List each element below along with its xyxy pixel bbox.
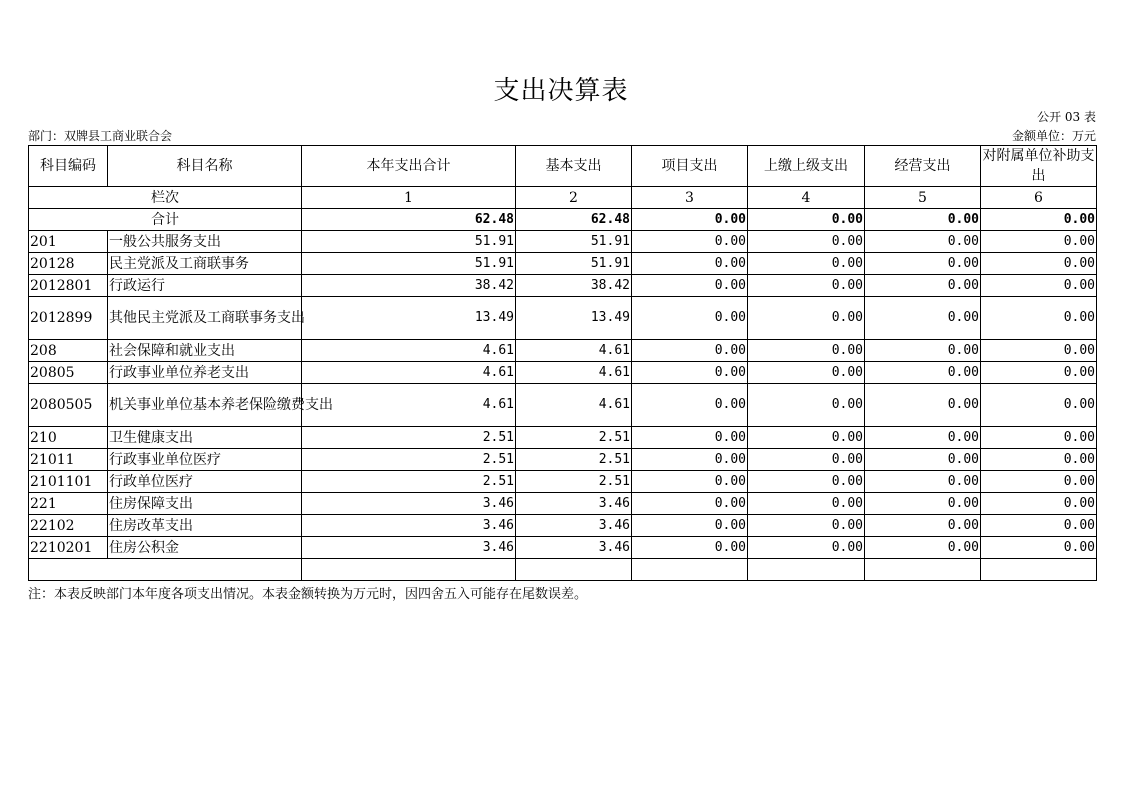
amount-cell: 0.00 <box>865 253 981 275</box>
amount-cell: 0.00 <box>981 449 1097 471</box>
subject-code: 21011 <box>29 449 108 471</box>
total-value: 0.00 <box>748 209 865 231</box>
column-number: 1 <box>302 187 516 209</box>
amount-cell: 4.61 <box>516 384 632 427</box>
table-row <box>29 384 1097 427</box>
empty-cell <box>302 559 516 581</box>
table-row <box>29 427 1097 449</box>
table-row <box>29 537 1097 559</box>
subject-name: 卫生健康支出 <box>108 427 302 449</box>
empty-cell <box>632 559 748 581</box>
amount-cell: 0.00 <box>632 362 748 384</box>
amount-cell: 0.00 <box>632 231 748 253</box>
amount-cell: 38.42 <box>516 275 632 297</box>
amount-cell: 0.00 <box>632 471 748 493</box>
subject-name: 其他民主党派及工商联事务支出 <box>108 297 302 340</box>
empty-cell <box>516 559 632 581</box>
amount-cell: 0.00 <box>865 384 981 427</box>
amount-cell: 2.51 <box>516 449 632 471</box>
amount-cell: 51.91 <box>516 231 632 253</box>
subject-name: 住房保障支出 <box>108 493 302 515</box>
table-row <box>29 297 1097 340</box>
total-row <box>29 209 1097 231</box>
table-row <box>29 471 1097 493</box>
amount-cell: 0.00 <box>981 471 1097 493</box>
amount-cell: 2.51 <box>302 449 516 471</box>
amount-cell: 0.00 <box>632 449 748 471</box>
amount-cell: 13.49 <box>302 297 516 340</box>
amount-cell: 0.00 <box>981 297 1097 340</box>
subject-code: 2012899 <box>29 297 108 340</box>
subject-name: 机关事业单位基本养老保险缴费支出 <box>108 384 302 427</box>
amount-cell: 38.42 <box>302 275 516 297</box>
column-number: 6 <box>981 187 1097 209</box>
subject-code: 2012801 <box>29 275 108 297</box>
empty-cell <box>748 559 865 581</box>
amount-cell: 0.00 <box>632 253 748 275</box>
amount-cell: 0.00 <box>748 493 865 515</box>
table-row <box>29 362 1097 384</box>
amount-cell: 51.91 <box>302 231 516 253</box>
amount-cell: 4.61 <box>516 362 632 384</box>
amount-cell: 0.00 <box>748 449 865 471</box>
amount-cell: 0.00 <box>981 275 1097 297</box>
amount-cell: 0.00 <box>748 427 865 449</box>
subject-code: 2101101 <box>29 471 108 493</box>
amount-cell: 2.51 <box>516 471 632 493</box>
header-business: 经营支出 <box>865 146 981 187</box>
amount-cell: 51.91 <box>516 253 632 275</box>
amount-cell: 13.49 <box>516 297 632 340</box>
amount-cell: 0.00 <box>632 340 748 362</box>
amount-cell: 2.51 <box>516 427 632 449</box>
header-row <box>29 146 1097 187</box>
subject-code: 22102 <box>29 515 108 537</box>
subject-name: 住房改革支出 <box>108 515 302 537</box>
total-value: 62.48 <box>302 209 516 231</box>
amount-cell: 4.61 <box>302 384 516 427</box>
amount-cell: 0.00 <box>632 275 748 297</box>
amount-cell: 0.00 <box>865 537 981 559</box>
column-number: 3 <box>632 187 748 209</box>
amount-cell: 4.61 <box>302 340 516 362</box>
amount-cell: 0.00 <box>865 449 981 471</box>
amount-cell: 3.46 <box>516 515 632 537</box>
subject-code: 210 <box>29 427 108 449</box>
subject-name: 社会保障和就业支出 <box>108 340 302 362</box>
subject-name: 民主党派及工商联事务 <box>108 253 302 275</box>
amount-cell: 3.46 <box>302 537 516 559</box>
total-value: 0.00 <box>865 209 981 231</box>
amount-cell: 0.00 <box>981 231 1097 253</box>
amount-cell: 0.00 <box>865 362 981 384</box>
column-number-row <box>29 187 1097 209</box>
header-basic: 基本支出 <box>516 146 632 187</box>
amount-cell: 0.00 <box>632 493 748 515</box>
subject-name: 行政运行 <box>108 275 302 297</box>
amount-cell: 0.00 <box>865 231 981 253</box>
subject-name: 行政单位医疗 <box>108 471 302 493</box>
amount-cell: 3.46 <box>516 537 632 559</box>
subject-code: 221 <box>29 493 108 515</box>
amount-cell: 0.00 <box>981 384 1097 427</box>
amount-cell: 0.00 <box>981 253 1097 275</box>
empty-cell <box>29 559 302 581</box>
amount-cell: 0.00 <box>748 231 865 253</box>
amount-cell: 0.00 <box>748 515 865 537</box>
header-code: 科目编码 <box>29 146 108 187</box>
total-value: 62.48 <box>516 209 632 231</box>
amount-cell: 3.46 <box>302 515 516 537</box>
total-value: 0.00 <box>981 209 1097 231</box>
page-title: 支出决算表 <box>493 76 629 106</box>
amount-cell: 51.91 <box>302 253 516 275</box>
amount-cell: 0.00 <box>632 515 748 537</box>
table-row <box>29 253 1097 275</box>
subject-code: 208 <box>29 340 108 362</box>
amount-cell: 0.00 <box>865 427 981 449</box>
amount-cell: 2.51 <box>302 427 516 449</box>
subject-code: 2080505 <box>29 384 108 427</box>
amount-cell: 0.00 <box>632 537 748 559</box>
amount-cell: 0.00 <box>632 427 748 449</box>
amount-cell: 0.00 <box>632 384 748 427</box>
subject-name: 行政事业单位养老支出 <box>108 362 302 384</box>
empty-cell <box>865 559 981 581</box>
table-row <box>29 449 1097 471</box>
table-row <box>29 340 1097 362</box>
subject-code: 20128 <box>29 253 108 275</box>
subject-code: 20805 <box>29 362 108 384</box>
amount-cell: 0.00 <box>865 340 981 362</box>
amount-cell: 0.00 <box>981 515 1097 537</box>
subject-name: 行政事业单位医疗 <box>108 449 302 471</box>
amount-cell: 0.00 <box>865 493 981 515</box>
amount-cell: 0.00 <box>748 253 865 275</box>
amount-cell: 3.46 <box>302 493 516 515</box>
amount-unit-label: 金额单位：万元 <box>1011 129 1096 143</box>
amount-cell: 0.00 <box>748 471 865 493</box>
total-label: 合计 <box>29 209 302 231</box>
amount-cell: 0.00 <box>981 340 1097 362</box>
amount-cell: 2.51 <box>302 471 516 493</box>
header-subsidy: 对附属单位补助支出 <box>981 146 1097 187</box>
amount-cell: 3.46 <box>516 493 632 515</box>
subject-name: 一般公共服务支出 <box>108 231 302 253</box>
table-row <box>29 493 1097 515</box>
department-label: 部门：双牌县工商业联合会 <box>28 129 173 143</box>
header-remit: 上缴上级支出 <box>748 146 865 187</box>
amount-cell: 0.00 <box>748 275 865 297</box>
header-total: 本年支出合计 <box>302 146 516 187</box>
column-number: 2 <box>516 187 632 209</box>
amount-cell: 0.00 <box>748 362 865 384</box>
expenditure-table <box>28 145 1097 581</box>
table-row <box>29 275 1097 297</box>
amount-cell: 0.00 <box>981 537 1097 559</box>
amount-cell: 0.00 <box>748 384 865 427</box>
empty-row <box>29 559 1097 581</box>
footnote: 注：本表反映部门本年度各项支出情况。本表金额转换为万元时，因四舍五入可能存在尾数误差。 <box>28 587 588 602</box>
total-value: 0.00 <box>632 209 748 231</box>
column-number: 5 <box>865 187 981 209</box>
table-row <box>29 515 1097 537</box>
header-project: 项目支出 <box>632 146 748 187</box>
amount-cell: 4.61 <box>516 340 632 362</box>
amount-cell: 0.00 <box>981 427 1097 449</box>
amount-cell: 0.00 <box>865 275 981 297</box>
column-label: 栏次 <box>29 187 302 209</box>
header-name: 科目名称 <box>108 146 302 187</box>
amount-cell: 0.00 <box>748 297 865 340</box>
subject-code: 201 <box>29 231 108 253</box>
amount-cell: 4.61 <box>302 362 516 384</box>
empty-cell <box>981 559 1097 581</box>
subject-name: 住房公积金 <box>108 537 302 559</box>
form-number: 公开 03 表 <box>1037 110 1096 124</box>
amount-cell: 0.00 <box>865 471 981 493</box>
amount-cell: 0.00 <box>865 515 981 537</box>
amount-cell: 0.00 <box>865 297 981 340</box>
amount-cell: 0.00 <box>748 537 865 559</box>
amount-cell: 0.00 <box>981 362 1097 384</box>
amount-cell: 0.00 <box>981 493 1097 515</box>
subject-code: 2210201 <box>29 537 108 559</box>
amount-cell: 0.00 <box>632 297 748 340</box>
table-row <box>29 231 1097 253</box>
amount-cell: 0.00 <box>748 340 865 362</box>
column-number: 4 <box>748 187 865 209</box>
